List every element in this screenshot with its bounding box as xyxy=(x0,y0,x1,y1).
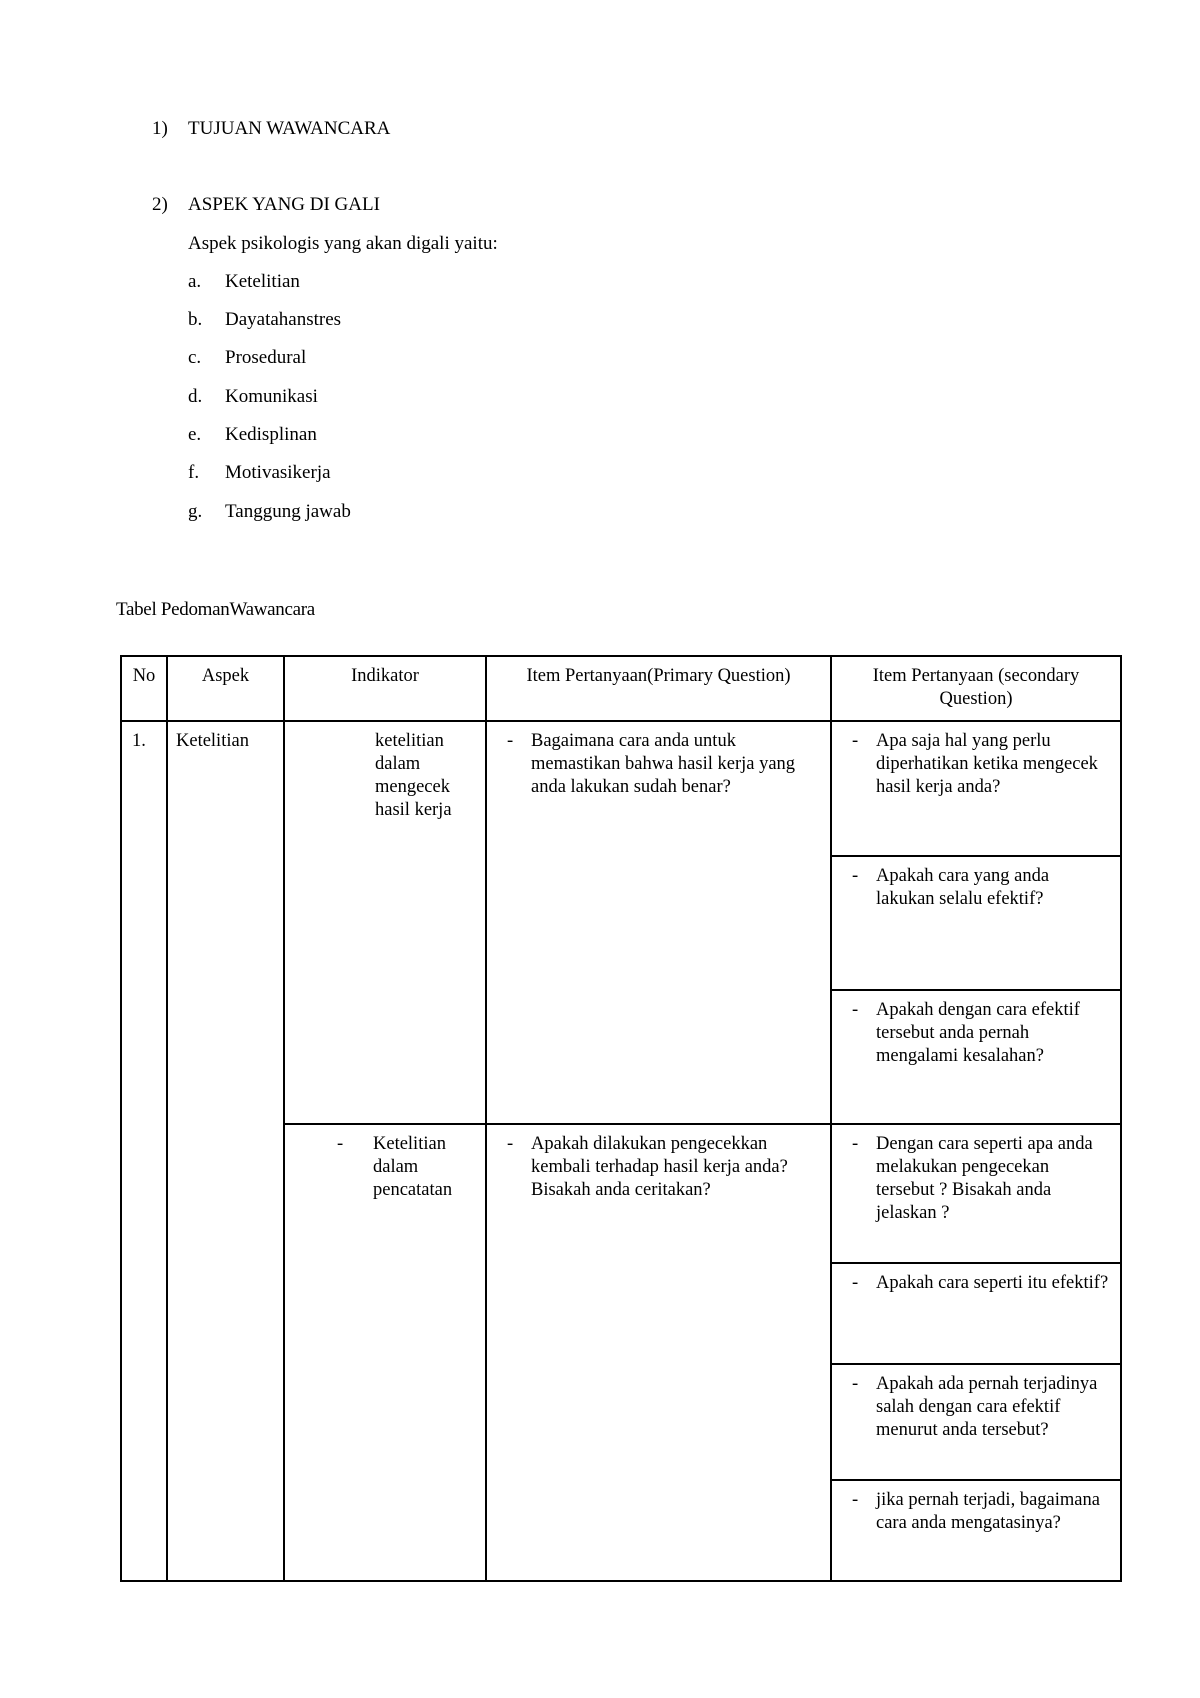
indikator-cell xyxy=(284,721,486,1124)
aspek-letter: e. xyxy=(188,424,202,445)
aspek-item: Dayatahanstres xyxy=(225,309,342,330)
secondary-question-text: Dengan cara seperti apa anda melakukan pengecekan tersebut ? Bisakah anda jelaskan ? xyxy=(876,1134,1093,1223)
aspek-item: Prosedural xyxy=(225,347,307,368)
secondary-question-cell xyxy=(831,990,1121,1124)
dash-bullet: - xyxy=(507,731,514,751)
indikator-cell xyxy=(284,1124,486,1581)
section-title-aspek: ASPEK YANG DI GALI xyxy=(188,194,380,215)
secondary-question-cell xyxy=(831,1480,1121,1581)
header-primary-question: Item Pertanyaan(Primary Question) xyxy=(486,656,831,721)
table-row xyxy=(121,721,1121,856)
section-number-2: 2) xyxy=(152,194,168,215)
aspek-item: Komunikasi xyxy=(225,386,318,407)
dash-bullet: - xyxy=(852,1273,859,1293)
primary-question-text: Bagaimana cara anda untuk memastikan bahwa hasil kerja yang anda lakukan sudah benar? xyxy=(531,731,796,797)
indikator-text: Ketelitian dalam pencatatan xyxy=(373,1134,453,1200)
secondary-question-cell xyxy=(831,1263,1121,1364)
secondary-question-text: Apakah dengan cara efektif tersebut anda pernah mengalami kesalahan? xyxy=(876,1000,1080,1066)
dash-bullet: - xyxy=(507,1134,514,1154)
aspek-item: Tanggung jawab xyxy=(225,501,351,522)
secondary-question-text: Apakah cara yang anda lakukan selalu efektif? xyxy=(876,866,1050,909)
table-caption: Tabel PedomanWawancara xyxy=(116,599,315,620)
header-secondary-question: Item Pertanyaan (secondary Question) xyxy=(831,656,1121,721)
aspek-letter: c. xyxy=(188,347,202,368)
list-item xyxy=(840,1272,1112,1295)
dash-bullet: - xyxy=(852,1000,859,1020)
aspek-letter: f. xyxy=(188,462,200,483)
dash-bullet: - xyxy=(852,731,859,751)
list-item xyxy=(840,999,1112,1068)
dash-bullet: - xyxy=(852,1134,859,1154)
aspek-item: Ketelitian xyxy=(225,271,300,292)
list-item xyxy=(840,730,1112,799)
list-item xyxy=(840,1373,1112,1442)
dash-bullet: - xyxy=(852,1374,859,1394)
list-item xyxy=(333,1133,477,1202)
list-item xyxy=(840,1133,1112,1225)
secondary-question-text: jika pernah terjadi, bagaimana cara anda mengatasinya? xyxy=(876,1490,1100,1533)
section-number-1: 1) xyxy=(152,118,168,139)
primary-question-text: Apakah dilakukan pengecekkan kembali terhadap hasil kerja anda? Bisakah anda ceritakan? xyxy=(531,1134,788,1200)
list-item xyxy=(840,865,1112,911)
aspek-item: Motivasikerja xyxy=(225,462,331,483)
aspek-letter: b. xyxy=(188,309,203,330)
secondary-question-text: Apakah cara seperti itu efektif? xyxy=(876,1273,1109,1293)
secondary-question-text: Apa saja hal yang perlu diperhatikan ketika mengecek hasil kerja anda? xyxy=(876,731,1098,797)
dash-bullet: - xyxy=(337,1134,344,1154)
secondary-question-cell xyxy=(831,1124,1121,1263)
aspek-item: Kedisplinan xyxy=(225,424,317,445)
aspek-letter: a. xyxy=(188,271,202,292)
list-item xyxy=(495,1133,822,1202)
primary-question-cell xyxy=(486,721,831,1124)
row-aspek: Ketelitian xyxy=(167,721,284,1581)
header-no: No xyxy=(121,656,167,721)
secondary-question-cell xyxy=(831,1364,1121,1480)
table-header-row xyxy=(121,656,1121,721)
secondary-question-cell xyxy=(831,856,1121,990)
interview-guide-table xyxy=(120,655,1122,1582)
aspek-intro: Aspek psikologis yang akan digali yaitu: xyxy=(188,233,498,254)
list-item xyxy=(840,1489,1112,1535)
row-number: 1. xyxy=(121,721,167,1581)
dash-bullet: - xyxy=(852,1490,859,1510)
header-indikator: Indikator xyxy=(284,656,486,721)
section-title-tujuan: TUJUAN WAWANCARA xyxy=(188,118,391,139)
secondary-question-text: Apakah ada pernah terjadinya salah dengan cara efektif menurut anda tersebut? xyxy=(876,1374,1098,1440)
list-item xyxy=(495,730,822,799)
header-aspek: Aspek xyxy=(167,656,284,721)
primary-question-cell xyxy=(486,1124,831,1581)
aspek-letter: d. xyxy=(188,386,203,407)
dash-bullet: - xyxy=(852,866,859,886)
secondary-question-cell xyxy=(831,721,1121,856)
indikator-text: ketelitian dalam mengecek hasil kerja xyxy=(375,731,452,820)
aspek-letter: g. xyxy=(188,501,203,522)
